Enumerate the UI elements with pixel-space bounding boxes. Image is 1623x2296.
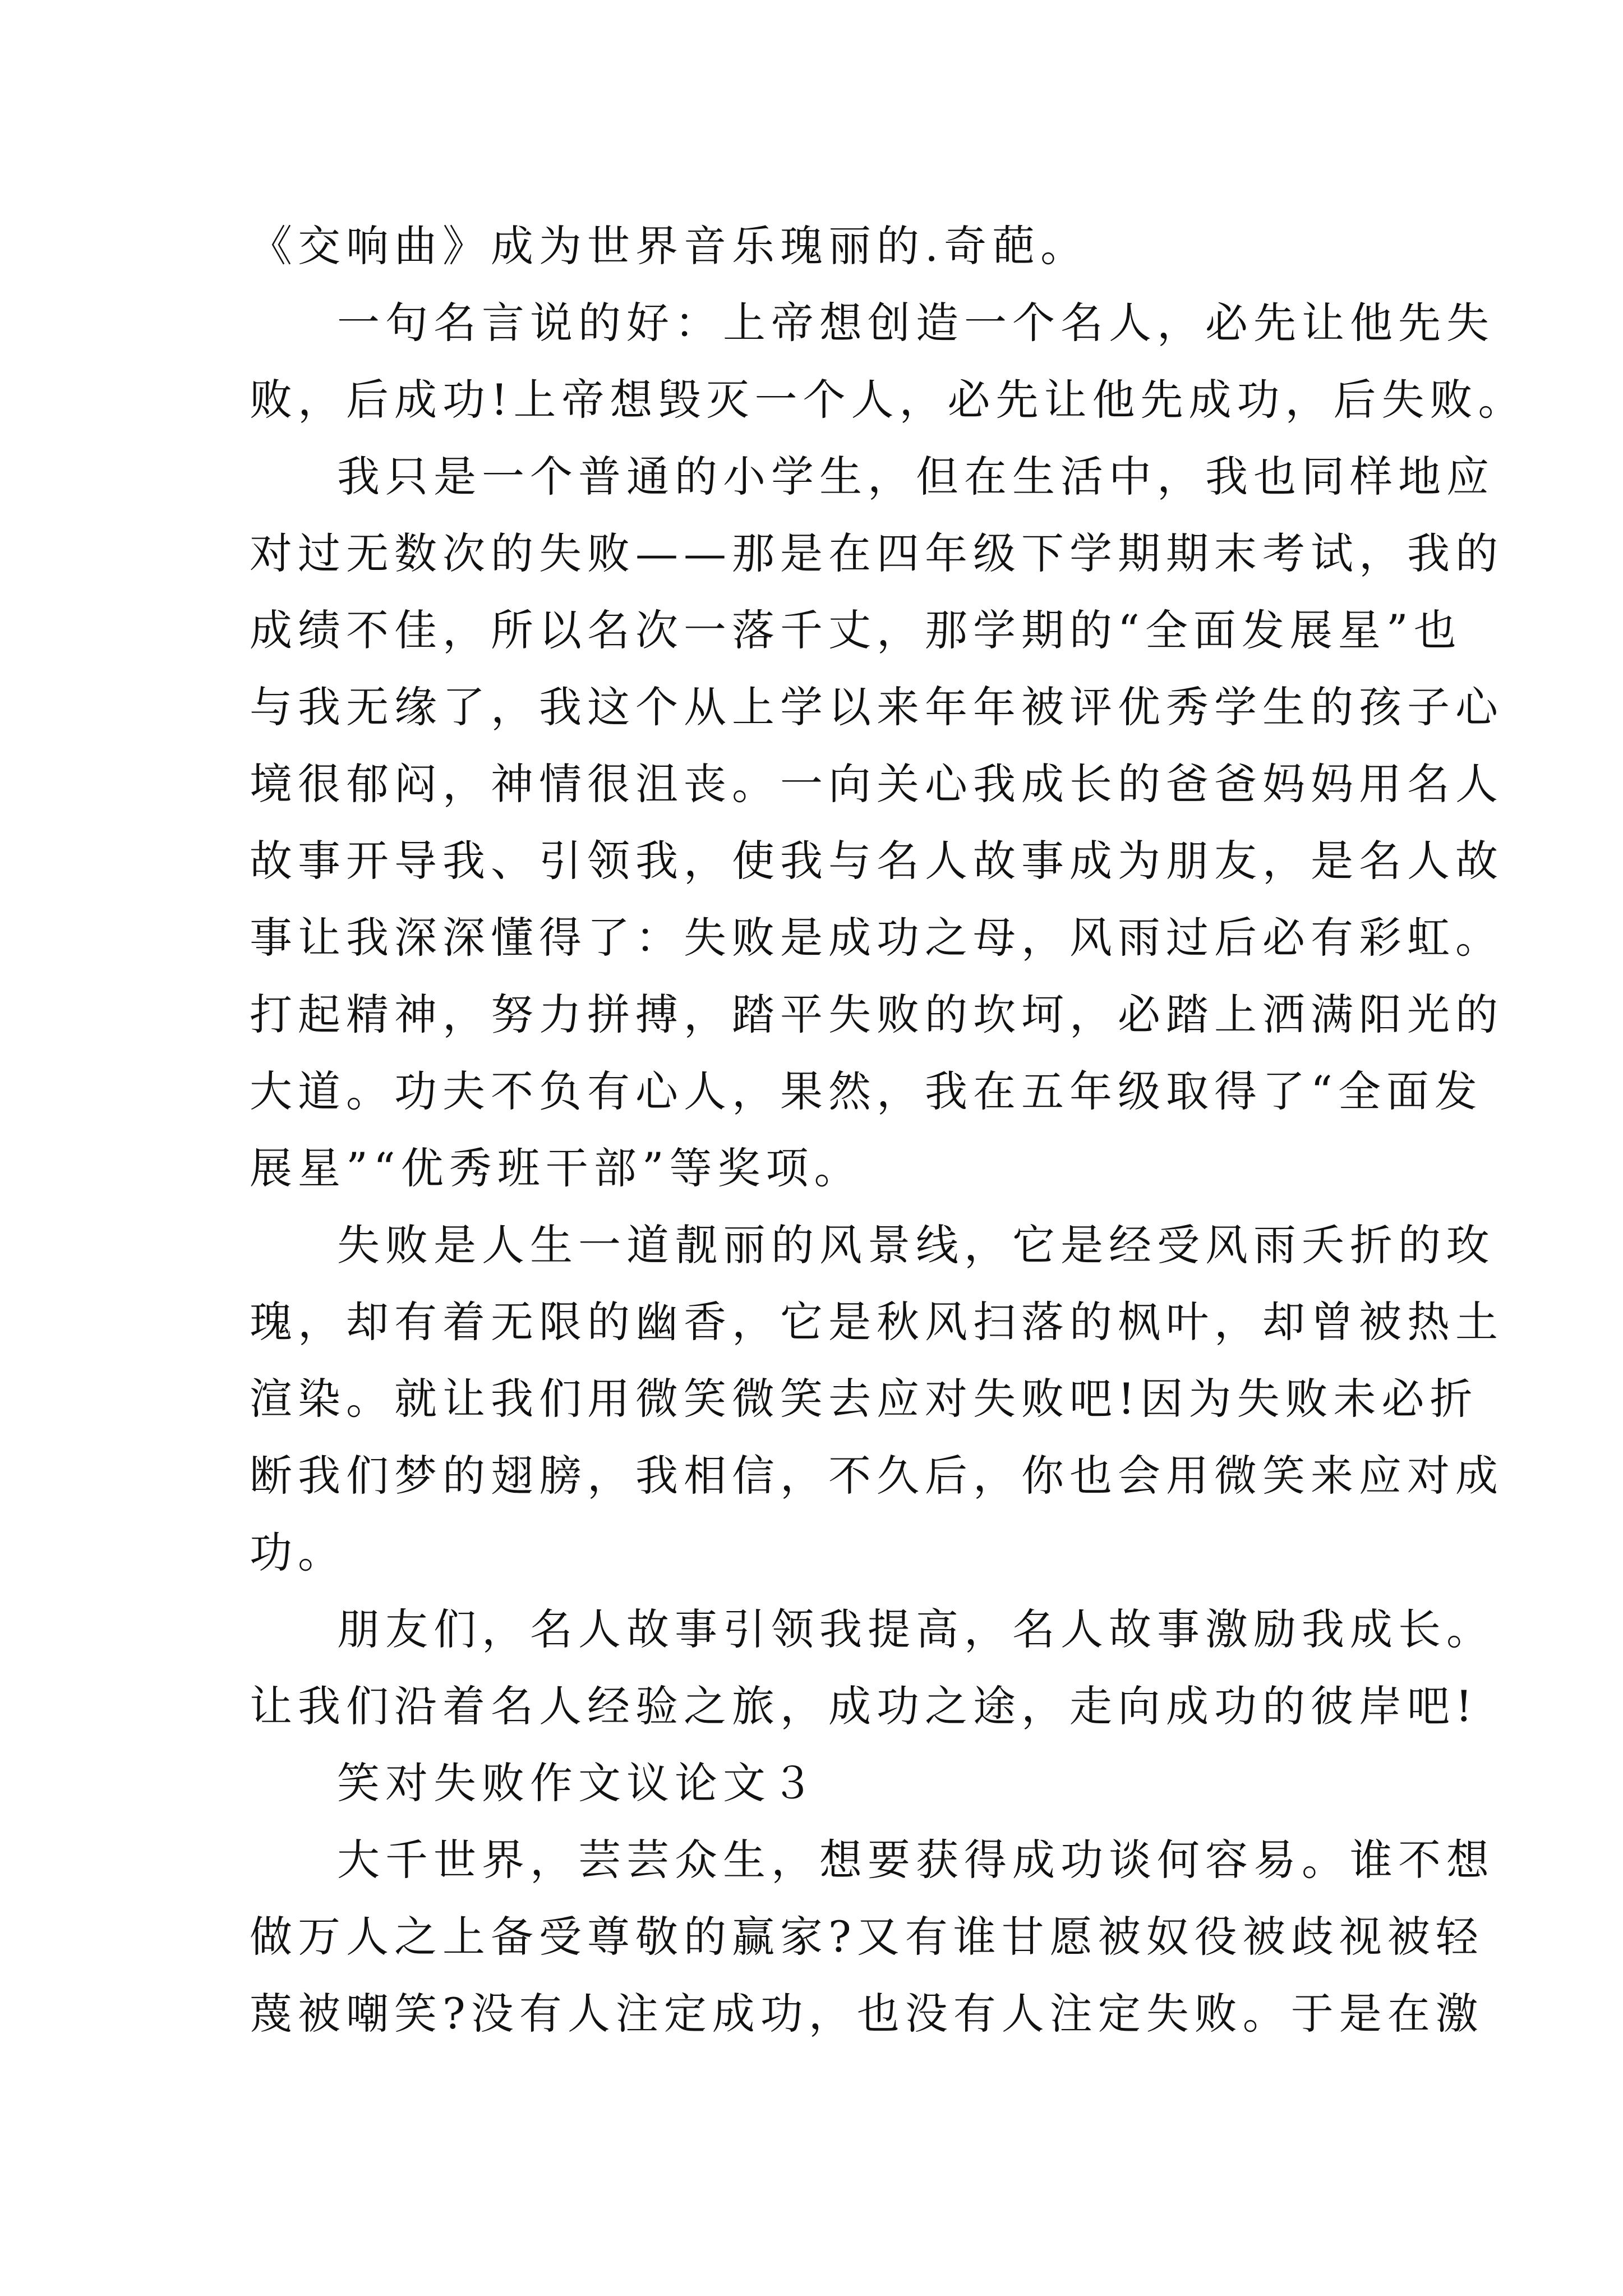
text-line: 败，后成功!上帝想毁灭一个人，必先让他先成功，后失败。 <box>250 375 1527 425</box>
text-line: 我只是一个普通的小学生，但在生活中，我也同样地应 <box>337 452 1495 501</box>
text-line: 让我们沿着名人经验之旅，成功之途，走向成功的彼岸吧! <box>250 1681 1478 1731</box>
text-line: 渲染。就让我们用微笑微笑去应对失败吧!因为失败未必折 <box>250 1374 1478 1424</box>
text-line: 大道。功夫不负有心人，果然，我在五年级取得了“全面发 <box>250 1066 1483 1116</box>
text-line: 大千世界，芸芸众生，想要获得成功谈何容易。谁不想 <box>337 1835 1495 1885</box>
text-line: 蔑被嘲笑?没有人注定成功，也没有人注定失败。于是在激 <box>250 1989 1484 2039</box>
text-line: 境很郁闷，神情很沮丧。一向关心我成长的爸爸妈妈用名人 <box>250 759 1504 809</box>
text-line: 做万人之上备受尊敬的赢家?又有谁甘愿被奴役被歧视被轻 <box>250 1912 1484 1962</box>
text-line: 断我们梦的翅膀，我相信，不久后，你也会用微笑来应对成 <box>250 1451 1504 1501</box>
text-line: 与我无缘了，我这个从上学以来年年被评优秀学生的孩子心 <box>250 682 1504 732</box>
section-heading: 笑对失败作文议论文３ <box>337 1758 819 1808</box>
text-line: 朋友们，名人故事引领我提高，名人故事激励我成长。 <box>337 1604 1495 1654</box>
text-line: 事让我深深懂得了：失败是成功之母，风雨过后必有彩虹。 <box>250 913 1504 963</box>
text-line: 故事开导我、引领我，使我与名人故事成为朋友，是名人故 <box>250 836 1504 886</box>
text-line: 失败是人生一道靓丽的风景线，它是经受风雨夭折的玫 <box>337 1220 1495 1270</box>
text-line: 一句名言说的好：上帝想创造一个名人，必先让他先失 <box>337 298 1495 348</box>
text-line: 瑰，却有着无限的幽香，它是秋风扫落的枫叶，却曾被热土 <box>250 1297 1504 1347</box>
text-line: 《交响曲》成为世界音乐瑰丽的.奇葩。 <box>250 221 1089 271</box>
body-text <box>250 208 1527 2052</box>
text-line: 展星”“优秀班干部”等奖项。 <box>250 1143 863 1193</box>
text-line: 功。 <box>250 1527 346 1577</box>
text-line: 打起精神，努力拼搏，踏平失败的坎坷，必踏上洒满阳光的 <box>250 990 1504 1039</box>
text-line: 对过无数次的失败——那是在四年级下学期期末考试，我的 <box>250 528 1504 578</box>
text-line: 成绩不佳，所以名次一落千丈，那学期的“全面发展星”也 <box>250 605 1462 655</box>
